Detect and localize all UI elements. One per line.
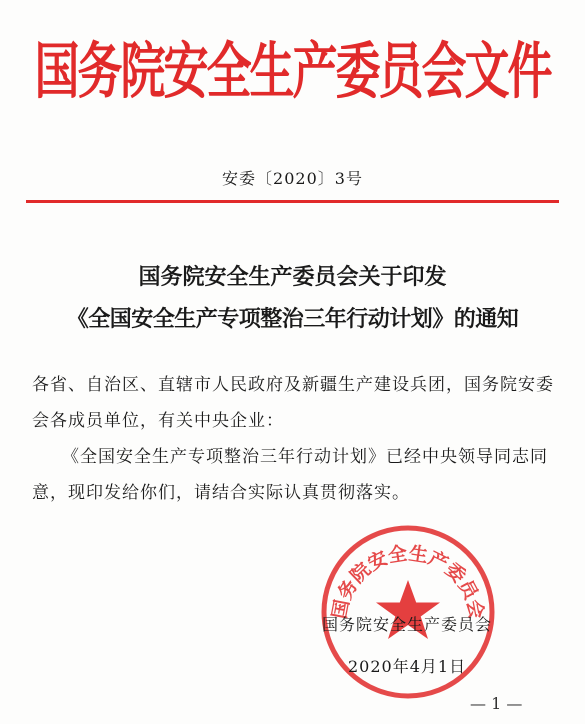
signer-name: 国务院安全生产委员会 [322,615,493,634]
notice-title-line-2: 《全国安全生产专项整治三年行动计划》的通知 [66,307,519,332]
seal-ring-text: 国务院安全生产委员会 [328,542,488,621]
document-number: 安委〔2020〕3号 [222,169,363,188]
red-divider-rule [26,200,559,203]
notice-title-line-1: 国务院安全生产委员会关于印发 [138,265,447,290]
body-text-line-1: 各省、自治区、直辖市人民政府及新疆生产建设兵团，国务院安委 [32,375,554,395]
masthead-title: 国务院安全生产委员会文件 [34,35,551,108]
body-text-line-3: 《全国安全生产专项整治三年行动计划》已经中央领导同志同 [62,447,548,467]
body-text-line-4: 意，现印发给你们，请结合实际认真贯彻落实。 [32,483,410,503]
signature-date: 2020年4月1日 [348,657,467,676]
page-number: — 1 — [470,694,523,713]
body-text-line-2: 会各成员单位，有关中央企业： [32,411,284,431]
